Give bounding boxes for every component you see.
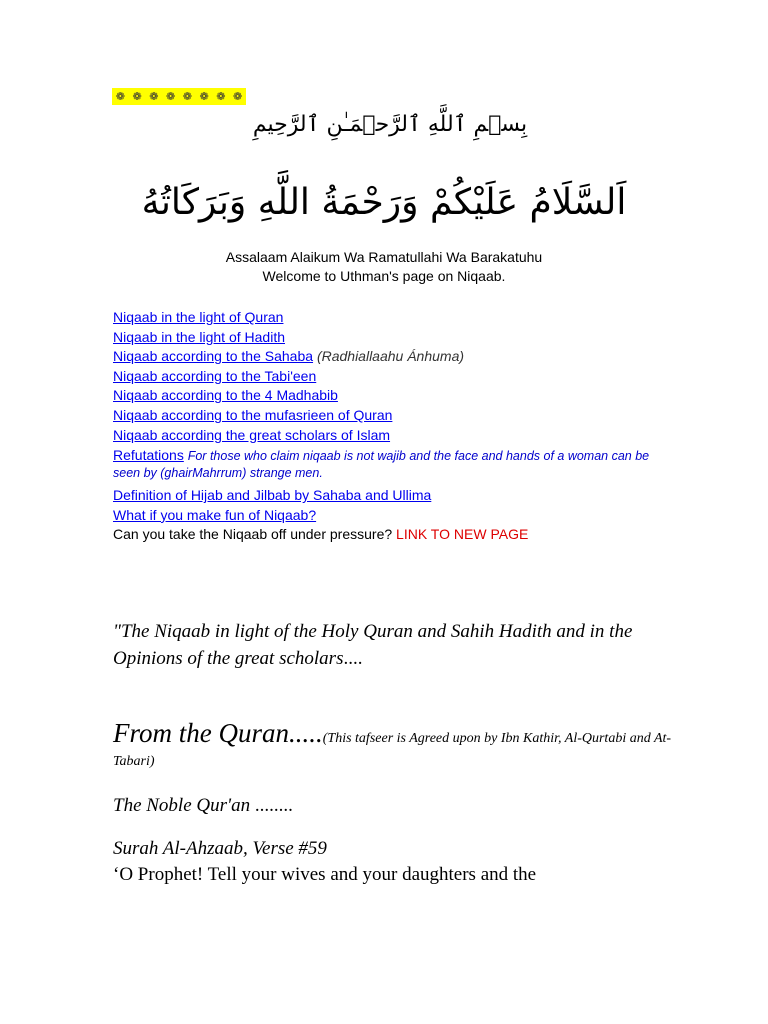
link-niqaab-quran[interactable]: Niqaab in the light of Quran	[113, 309, 284, 325]
sahaba-note: (Radhiallaahu Ánhuma)	[316, 348, 465, 365]
ornament-icon: ❁	[216, 90, 226, 103]
quote-dots: ....	[343, 648, 363, 669]
ornament-icon: ❁	[166, 90, 176, 103]
tafseer-note: (This tafseer is Agreed upon by Ibn Kathir, Al-Qurtabi and At-Tabari)	[113, 731, 672, 769]
ornament-icon: ❁	[233, 90, 243, 103]
link-make-fun[interactable]: What if you make fun of Niqaab?	[113, 506, 317, 523]
refutations-note: For those who claim niqaab is not wajib and the face and hands of a woman can be seen by (ghairMahrrum) strange men.	[113, 449, 650, 481]
welcome-text: Welcome to Uthman's page on Niqaab.	[262, 268, 506, 284]
ornament-strip	[112, 88, 246, 105]
pressure-question: Can you take the Niqaab off under pressure?	[113, 526, 393, 543]
noble-quran-title: The Noble Qur'an	[113, 795, 251, 816]
transliteration-text: Assalaam Alaikum Wa Ramatullahi Wa Barakatuhu	[225, 249, 543, 265]
ornament-icon: ❁	[182, 90, 192, 103]
link-niqaab-mufasrieen[interactable]: Niqaab according to the mufasrieen of Quran	[113, 406, 393, 423]
link-niqaab-madhabib[interactable]: Niqaab according to the 4 Madhabib	[113, 387, 338, 404]
link-niqaab-sahaba[interactable]: Niqaab according to the Sahaba	[113, 348, 314, 365]
noble-dots: ........	[250, 795, 293, 816]
niqaab-quote	[113, 618, 673, 672]
topic-links-list	[113, 308, 673, 545]
ornament-icon: ❁	[149, 90, 159, 103]
salaam-calligraphy: اَلسَّلَامُ عَلَيْكُمْ وَرَحْمَةُ اللَّهِ وَبَرَكَاتُهُ	[141, 182, 627, 223]
link-refutations[interactable]: Refutations	[113, 447, 184, 464]
link-new-page[interactable]: LINK TO NEW PAGE	[396, 526, 529, 543]
link-hijab-jilbab[interactable]: Definition of Hijab and Jilbab by Sahaba and Ullima	[113, 487, 432, 504]
ornament-icon: ❁	[132, 90, 142, 103]
ornament-icon: ❁	[115, 90, 125, 103]
bismillah-calligraphy: بِسۡمِ ٱللَّهِ ٱلرَّحۡمَـٰنِ ٱلرَّحِيمِ	[252, 112, 528, 137]
noble-quran-heading	[113, 795, 293, 817]
from-quran-heading	[113, 718, 693, 773]
link-niqaab-tabieen[interactable]: Niqaab according to the Tabi'een	[113, 367, 317, 384]
verse-text: ‘O Prophet! Tell your wives and your daughters and the	[113, 864, 537, 885]
quote-text: "The Niqaab in light of the Holy Quran and Sahih Hadith and in the Opinions of the great scholars	[113, 621, 633, 669]
link-niqaab-hadith[interactable]: Niqaab in the light of Hadith	[113, 328, 285, 345]
link-niqaab-scholars[interactable]: Niqaab according the great scholars of Islam	[113, 426, 391, 443]
ornament-icon: ❁	[199, 90, 209, 103]
from-quran-title: From the Quran.....	[113, 718, 323, 748]
surah-reference: Surah Al-Ahzaab, Verse #59	[113, 838, 327, 859]
